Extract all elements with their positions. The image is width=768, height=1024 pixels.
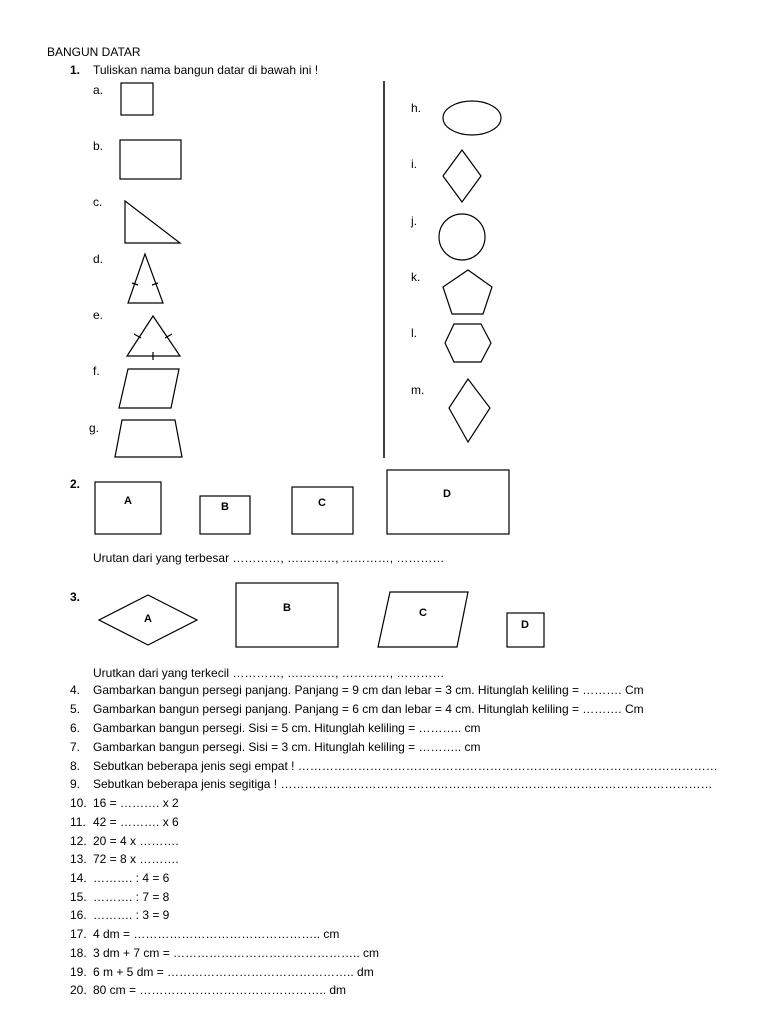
q2-label-a: A bbox=[124, 495, 132, 507]
parallelogram-shape bbox=[119, 369, 179, 408]
item-num: 20. bbox=[70, 983, 87, 997]
item-text: ………. : 7 = 8 bbox=[93, 890, 170, 904]
item-text: ………. : 4 = 6 bbox=[93, 871, 170, 885]
kite-shape bbox=[449, 379, 490, 442]
q3-shapes bbox=[0, 575, 768, 660]
page-title: BANGUN DATAR bbox=[47, 45, 141, 59]
item-num: 15. bbox=[70, 890, 87, 904]
item-text: Gambarkan bangun persegi. Sisi = 3 cm. Hitunglah keliling = ……….. cm bbox=[93, 740, 481, 754]
q2-box-a bbox=[95, 482, 161, 534]
item-num: 7. bbox=[70, 740, 81, 754]
q3-label-c: C bbox=[419, 607, 427, 619]
item-num: 8. bbox=[70, 759, 81, 773]
q2-box-c bbox=[292, 487, 353, 534]
equilateral-triangle-shape bbox=[127, 316, 180, 356]
label-a: a. bbox=[93, 83, 104, 97]
q2-label-c: C bbox=[318, 497, 326, 509]
item-num: 9. bbox=[70, 777, 81, 791]
item-text: ………. : 3 = 9 bbox=[93, 908, 170, 922]
label-i: i. bbox=[411, 157, 417, 171]
label-k: k. bbox=[411, 270, 421, 284]
q3-label-b: B bbox=[283, 602, 291, 614]
right-triangle-shape bbox=[125, 201, 180, 243]
item-num: 12. bbox=[70, 834, 87, 848]
label-m: m. bbox=[411, 383, 425, 397]
ellipse-shape bbox=[443, 101, 501, 135]
item-num: 4. bbox=[70, 683, 81, 697]
square-shape bbox=[121, 83, 153, 115]
isosceles-triangle-shape bbox=[128, 254, 163, 303]
circle-shape bbox=[439, 214, 485, 260]
item-num: 6. bbox=[70, 721, 81, 735]
hexagon-shape bbox=[445, 324, 491, 362]
label-f: f. bbox=[93, 364, 100, 378]
item-text: 3 dm + 7 cm = ……………………………………….. cm bbox=[93, 946, 380, 960]
item-text: 20 = 4 x ………. bbox=[93, 834, 179, 848]
item-num: 16. bbox=[70, 908, 87, 922]
item-num: 18. bbox=[70, 946, 87, 960]
item-text: Sebutkan beberapa jenis segitiga ! ……………………………………………………………………………………………… bbox=[93, 777, 713, 791]
rectangle-shape bbox=[120, 140, 181, 179]
item-num: 14. bbox=[70, 871, 87, 885]
item-num: 10. bbox=[70, 796, 87, 810]
q2-number: 2. bbox=[70, 477, 81, 491]
label-g: g. bbox=[89, 421, 100, 435]
label-c: c. bbox=[93, 195, 103, 209]
q2-label-d: D bbox=[443, 488, 451, 500]
item-num: 5. bbox=[70, 702, 81, 716]
pentagon-shape bbox=[443, 270, 492, 314]
q1-shapes bbox=[0, 0, 768, 470]
item-num: 11. bbox=[70, 815, 86, 829]
item-text: 6 m + 5 dm = ……………………………………….. dm bbox=[93, 965, 374, 979]
item-text: 4 dm = ……………………………………….. cm bbox=[93, 927, 340, 941]
item-num: 13. bbox=[70, 852, 87, 866]
q3-label-a: A bbox=[144, 613, 152, 625]
q2-text: Urutan dari yang terbesar …………, …………, …………, ………… bbox=[93, 551, 445, 565]
q2-shapes bbox=[0, 460, 768, 550]
label-e: e. bbox=[93, 308, 104, 322]
rhombus-shape bbox=[443, 150, 481, 202]
q2-box-d bbox=[387, 470, 509, 534]
item-text: 16 = ………. x 2 bbox=[93, 796, 179, 810]
q3-label-d: D bbox=[521, 619, 529, 631]
item-text: Sebutkan beberapa jenis segi empat ! …………………………………………………………………………………………… bbox=[93, 759, 718, 773]
item-text: 42 = ………. x 6 bbox=[93, 815, 179, 829]
item-text: 72 = 8 x ………. bbox=[93, 852, 179, 866]
item-text: 80 cm = ……………………………………….. dm bbox=[93, 983, 347, 997]
q1-number: 1. bbox=[70, 63, 81, 77]
item-num: 17. bbox=[70, 927, 87, 941]
q3-parallelogram-c bbox=[378, 592, 468, 647]
item-text: Gambarkan bangun persegi. Sisi = 5 cm. Hitunglah keliling = ……….. cm bbox=[93, 721, 481, 735]
label-h: h. bbox=[411, 101, 422, 115]
label-j: j. bbox=[411, 214, 417, 228]
trapezoid-shape bbox=[115, 420, 182, 457]
q2-label-b: B bbox=[221, 501, 229, 513]
label-d: d. bbox=[93, 252, 104, 266]
q3-number: 3. bbox=[70, 590, 81, 604]
label-l: l. bbox=[411, 326, 417, 340]
q3-text: Urutkan dari yang terkecil …………, …………, …………, ………… bbox=[93, 666, 445, 680]
q1-text: Tuliskan nama bangun datar di bawah ini ! bbox=[93, 63, 319, 77]
label-b: b. bbox=[93, 139, 104, 153]
q3-rectangle-b bbox=[236, 583, 338, 647]
item-num: 19. bbox=[70, 965, 87, 979]
item-text: Gambarkan bangun persegi panjang. Panjang = 9 cm dan lebar = 3 cm. Hitunglah keliling = ………. Cm bbox=[93, 683, 644, 697]
item-text: Gambarkan bangun persegi panjang. Panjang = 6 cm dan lebar = 4 cm. Hitunglah keliling = ………. Cm bbox=[93, 702, 644, 716]
